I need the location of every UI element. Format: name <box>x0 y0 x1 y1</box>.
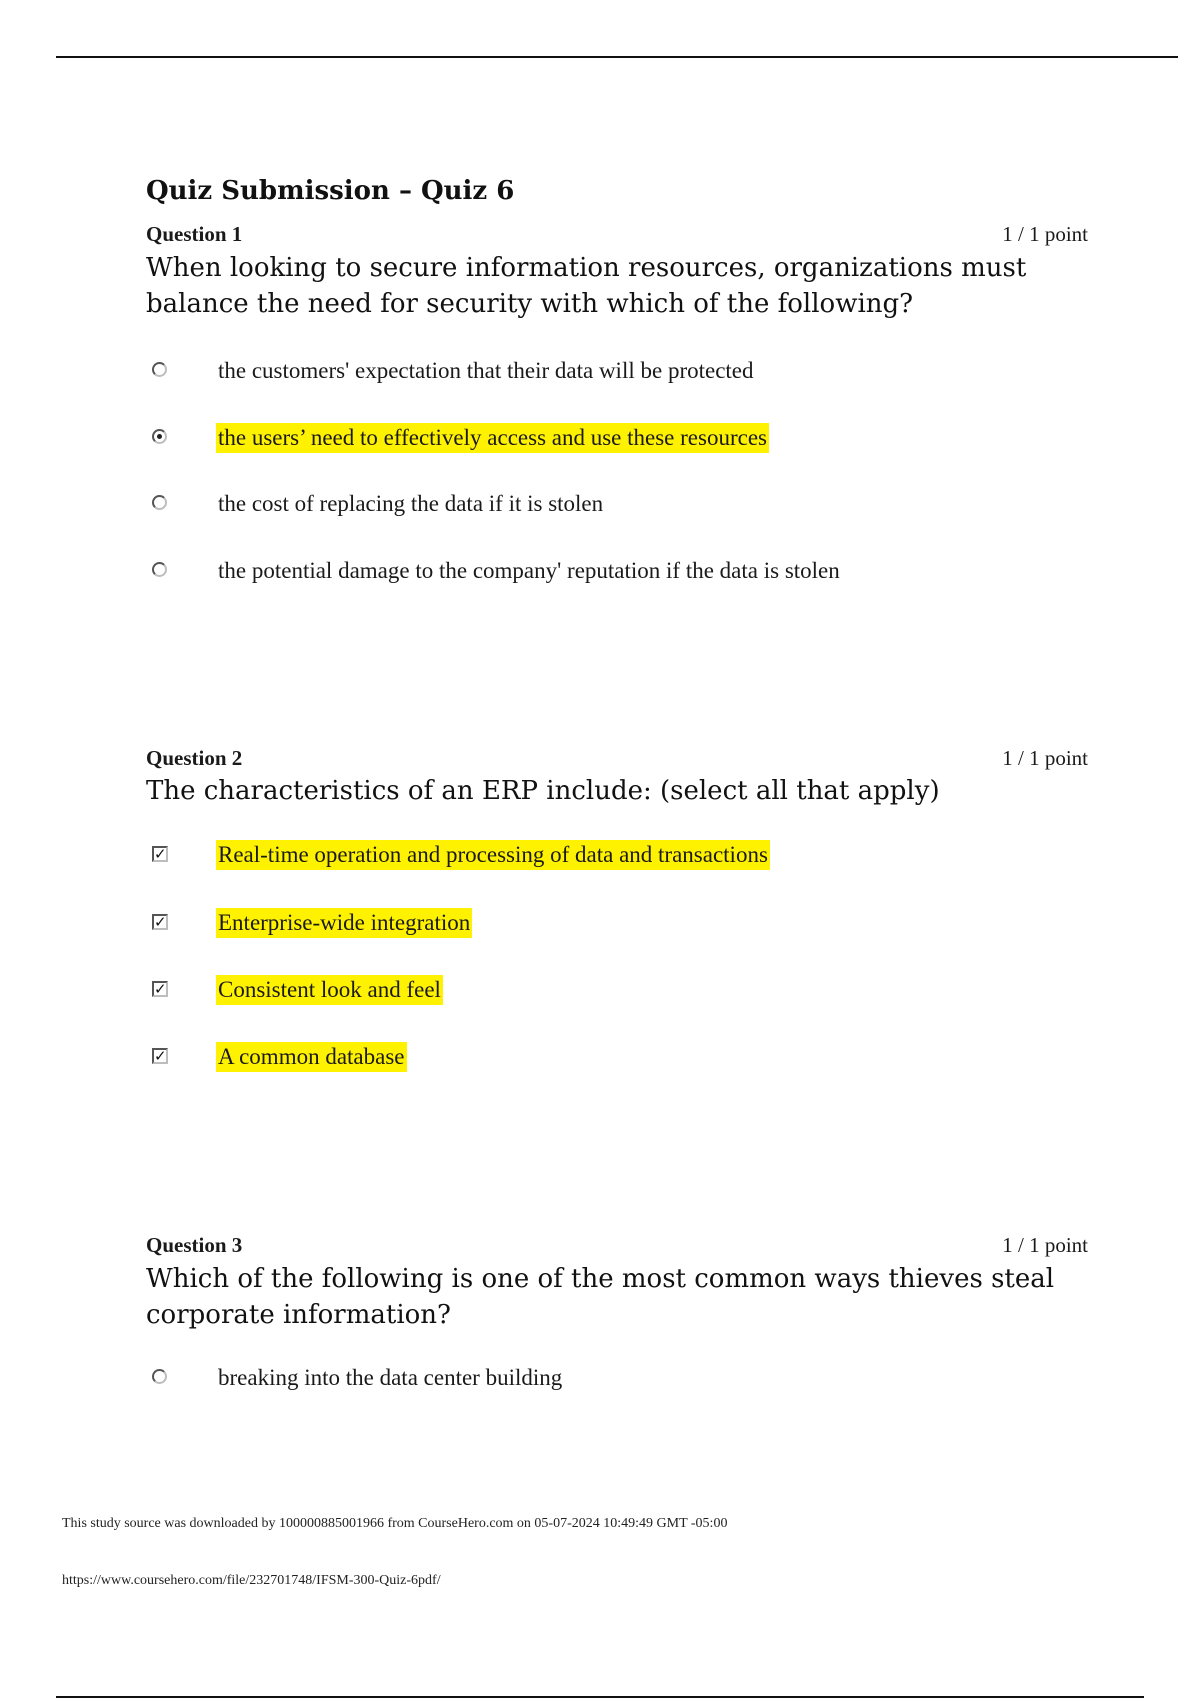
top-rule <box>56 56 1178 58</box>
question-1-header <box>146 222 1088 247</box>
q1-option-4[interactable] <box>150 554 840 588</box>
radio-button-icon[interactable] <box>152 362 167 377</box>
q2-option-3-text: Consistent look and feel <box>216 975 443 1005</box>
q1-option-1[interactable] <box>150 354 754 388</box>
q2-option-3[interactable] <box>150 973 441 1007</box>
question-1-prompt: When looking to secure information resources, organizations must balance the need for security with which of the following? <box>146 253 1027 319</box>
radio-button-selected-icon[interactable] <box>152 429 167 444</box>
checkbox-checked-icon[interactable]: ✓ <box>154 1047 167 1065</box>
question-3-prompt: Which of the following is one of the most common ways thieves steal corporate information? <box>146 1264 1055 1330</box>
source-url[interactable]: https://www.coursehero.com/file/232701748/IFSM-300-Quiz-6pdf/ <box>62 1573 441 1588</box>
q1-option-1-text: the customers' expectation that their data will be protected <box>218 358 754 383</box>
question-2-label: Question 2 <box>146 746 243 770</box>
checkbox-checked-icon[interactable]: ✓ <box>154 913 167 931</box>
q1-option-3[interactable] <box>150 487 604 521</box>
q1-option-3-text: the cost of replacing the data if it is stolen <box>218 491 604 516</box>
checkbox-checked-icon[interactable]: ✓ <box>154 845 167 863</box>
q2-option-4-text: A common database <box>216 1042 407 1072</box>
radio-button-icon[interactable] <box>152 1369 167 1384</box>
question-3-header <box>146 1233 1088 1258</box>
question-1-points: 1 / 1 point <box>1002 222 1088 246</box>
radio-button-icon[interactable] <box>152 495 167 510</box>
question-2-header <box>146 746 1088 771</box>
question-2-points: 1 / 1 point <box>1002 746 1088 770</box>
question-1-label: Question 1 <box>146 222 243 246</box>
question-3-points: 1 / 1 point <box>1002 1233 1088 1257</box>
q1-option-4-text: the potential damage to the company' reputation if the data is stolen <box>218 558 840 583</box>
q2-option-2-text: Enterprise-wide integration <box>216 908 472 938</box>
q3-option-1-text: breaking into the data center building <box>218 1365 563 1390</box>
q2-option-4[interactable] <box>150 1040 405 1074</box>
checkbox-checked-icon[interactable]: ✓ <box>154 980 167 998</box>
q2-option-1[interactable] <box>150 838 768 872</box>
question-3-label: Question 3 <box>146 1233 243 1257</box>
question-2-prompt: The characteristics of an ERP include: (select all that apply) <box>146 776 940 806</box>
radio-button-icon[interactable] <box>152 562 167 577</box>
bottom-rule <box>56 1696 1144 1698</box>
q1-option-2-text: the users’ need to effectively access and use these resources <box>216 423 769 453</box>
page-title: Quiz Submission – Quiz 6 <box>146 176 515 206</box>
q3-option-1[interactable] <box>150 1361 563 1395</box>
q2-option-1-text: Real-time operation and processing of data and transactions <box>216 840 770 870</box>
q2-option-2[interactable] <box>150 906 471 940</box>
download-note: This study source was downloaded by 100000885001966 from CourseHero.com on 05-07-2024 10:49:49 GMT -05:00 <box>62 1516 728 1531</box>
q1-option-2[interactable] <box>150 421 767 455</box>
